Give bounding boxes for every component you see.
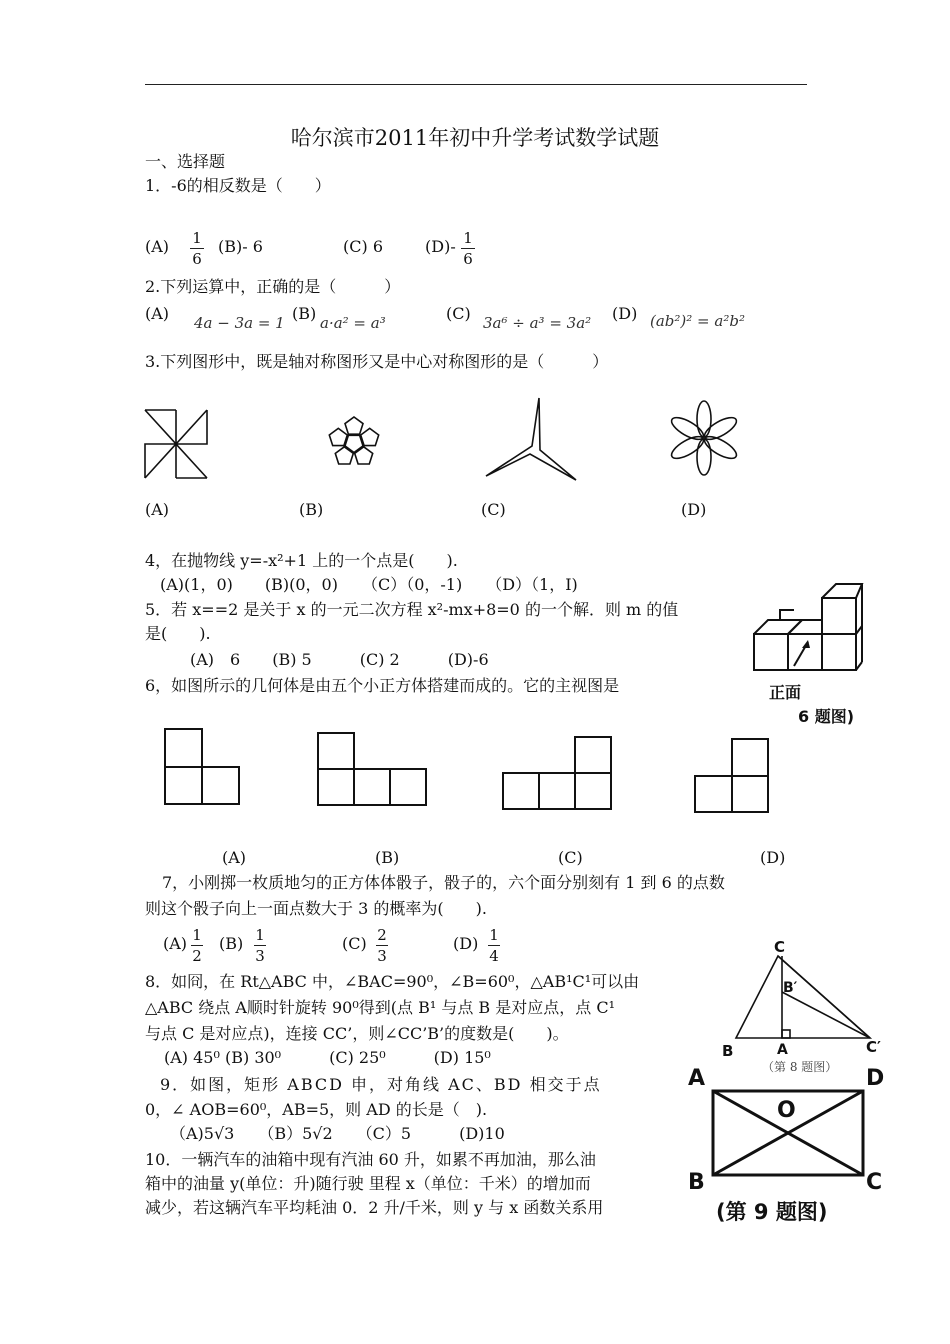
q9-options: （A)5√3 （B）5√2 （C）5 (D)10	[170, 1124, 505, 1143]
q9-label-o: O	[777, 1098, 796, 1123]
q5-stem-line2: 是( ).	[145, 624, 211, 643]
q6-label-a: (A)	[222, 848, 247, 867]
q6-option-a-view	[164, 728, 240, 806]
q1-option-c: (C) 6	[343, 237, 383, 256]
q9-label-b: B	[688, 1170, 705, 1195]
q7-fraction-d: 1 4	[489, 926, 499, 965]
q7-option-a: (A)	[163, 934, 188, 953]
q8-options: (A) 45⁰ (B) 30⁰ (C) 25⁰ (D) 15⁰	[164, 1048, 491, 1067]
q6-option-b-view	[317, 732, 429, 806]
q8-label-c: C	[774, 938, 786, 956]
header-rule	[145, 84, 807, 85]
q2-option-c: (C)	[446, 304, 471, 323]
q7-option-c: (C)	[342, 934, 367, 953]
q2-expr-a: 4a − 3a = 1	[194, 314, 285, 332]
q3-figure-b-pentagons	[312, 400, 396, 484]
q6-label-d: (D)	[760, 848, 786, 867]
q1-option-b: (B)- 6	[218, 237, 263, 256]
q2-option-d: (D)	[612, 304, 638, 323]
q9-label-c: C	[866, 1170, 883, 1195]
q6-solid-figure	[752, 582, 864, 674]
q2-expr-b: a·a² = a³	[320, 314, 386, 332]
q7-fraction-c: 2 3	[377, 926, 387, 965]
q7-option-d: (D)	[453, 934, 479, 953]
q3-figure-c-star	[484, 396, 580, 486]
q3-stem: 3.下列图形中，既是轴对称图形又是中心对称图形的是（ ）	[145, 352, 609, 371]
q1-fraction-d: 1 6	[461, 229, 475, 268]
q10-line2: 箱中的油量 y(单位：升)随行驶 里程 x（单位：千米）的增加而	[145, 1174, 591, 1193]
q6-label-c: (C)	[558, 848, 583, 867]
q7-fraction-b: 1 3	[255, 926, 265, 965]
q6-option-d-view	[694, 738, 770, 814]
q6-stem: 6，如图所示的几何体是由五个小正方体搭建而成的。它的主视图是	[145, 676, 620, 695]
q2-expr-c: 3a⁶ ÷ a³ = 3a²	[483, 314, 592, 332]
q3-figure-d-flower	[667, 400, 741, 476]
section-heading: 一、选择题	[145, 152, 226, 171]
q7-stem-line1: 7，小刚掷一枚质地匀的正方体体骰子，骰子的，六个面分别刻有 1 到 6 的点数	[162, 873, 725, 892]
q3-figure-a-pinwheel	[143, 408, 209, 480]
q1-option-a: (A)	[145, 237, 170, 256]
q9-line2: 0，∠ AOB=60⁰，AB=5，则 AD 的长是（ ).	[145, 1100, 488, 1119]
q9-line1: 9．如图，矩形 ABCD 申，对角线 AC、BD 相交于点	[160, 1075, 602, 1094]
q1-stem: 1．-6的相反数是（ ）	[145, 176, 331, 195]
page-title: 哈尔滨市2011年初中升学考试数学试题	[290, 126, 660, 150]
q10-line3: 减少，若这辆汽车平均耗油 0．2 升/千米，则 y 与 x 函数关系用	[145, 1198, 604, 1217]
q2-expr-d: (ab²)² = a²b²	[650, 312, 745, 330]
q7-option-b: (B)	[219, 934, 244, 953]
q3-label-d: (D)	[681, 500, 707, 519]
q4-stem: 4，在抛物线 y=-x²+1 上的一个点是( ).	[145, 551, 458, 570]
q6-front-label: 正面	[769, 683, 802, 702]
q8-figure-caption: （第 8 题图）	[762, 1060, 838, 1074]
q5-options: (A) 6 (B) 5 (C) 2 (D)-6	[190, 650, 489, 669]
q3-label-a: (A)	[145, 500, 170, 519]
q8-label-b: B	[722, 1042, 734, 1060]
q8-label-b1: B′	[783, 980, 798, 996]
q8-line2: △ABC 绕点 A顺时针旋转 90⁰得到(点 B¹ 与点 B 是对应点，点 C¹	[145, 998, 616, 1017]
q8-label-c1: C′	[866, 1038, 881, 1056]
q3-label-c: (C)	[481, 500, 506, 519]
q6-figure-caption: 6 题图)	[798, 707, 855, 726]
q8-label-a: A	[777, 1042, 788, 1058]
q9-label-a: A	[688, 1066, 706, 1091]
q1-fraction-a: 1 6	[190, 229, 204, 268]
q8-triangle-figure	[730, 952, 878, 1044]
q5-stem-line1: 5．若 x==2 是关于 x 的一元二次方程 x²-mx+8=0 的一个解．则 m 的值	[145, 600, 679, 619]
q9-figure-caption: (第 9 题图)	[716, 1200, 828, 1224]
q6-option-c-view	[502, 736, 614, 810]
q8-line1: 8．如冏，在 Rt△ABC 中，∠BAC=90⁰，∠B=60⁰，△AB¹C¹可以由	[145, 972, 640, 991]
q9-label-d: D	[866, 1066, 885, 1091]
q7-stem-line2: 则这个骰子向上一面点数大于 3 的概率为( ).	[145, 899, 487, 918]
q7-fraction-a: 1 2	[192, 926, 202, 965]
q2-option-b: (B)	[292, 304, 317, 323]
q4-options: (A)(1，0) (B)(0，0) （C）（0，-1) （D）（1，I)	[160, 575, 578, 594]
q1-option-d: (D)-	[425, 237, 456, 256]
q6-label-b: (B)	[375, 848, 400, 867]
q2-option-a: (A)	[145, 304, 170, 323]
q2-stem: 2.下列运算中，正确的是（ ）	[145, 277, 401, 296]
q3-label-b: (B)	[299, 500, 324, 519]
q10-line1: 10．一辆汽车的油箱中现有汽油 60 升，如累不再加油，那么油	[145, 1150, 596, 1169]
q8-line3: 与点 C 是对应点)，连接 CC’，则∠CC’B’的度数是( )。	[145, 1024, 569, 1043]
